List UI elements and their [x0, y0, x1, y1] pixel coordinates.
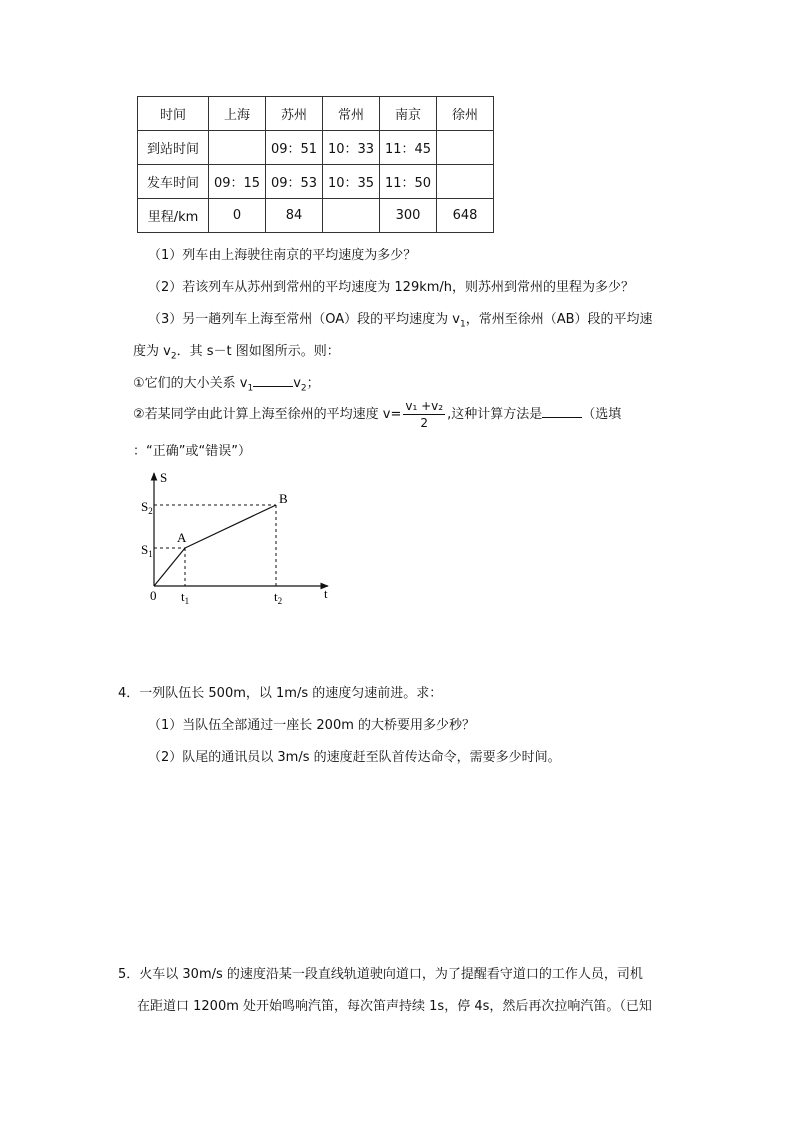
- table-cell: [209, 131, 266, 165]
- s-t-graph: [130, 465, 350, 615]
- table-row: [138, 199, 494, 233]
- q3-item1-v: v: [293, 376, 301, 391]
- q3-item2-line2: ：“正确”或“错误”）: [133, 444, 251, 459]
- q3-sub3-line2-a: 度为 v: [133, 344, 171, 359]
- q4-sub1: （1）当队伍全部通过一座长 200m 的大桥要用多少秒？: [148, 718, 476, 733]
- s1-main: S: [141, 542, 149, 557]
- q3-sub3-line1: [148, 308, 653, 330]
- point-a-label: A: [177, 530, 187, 545]
- segment-ab: [185, 505, 276, 548]
- fraction-numerator: v₁ +v₂: [405, 399, 444, 413]
- q3-item2-a: ②若某同学由此计算上海至徐州的平均速度 v=: [133, 407, 402, 422]
- point-b-label: B: [279, 491, 288, 506]
- timetable: [137, 96, 494, 233]
- t1-label: [181, 589, 189, 606]
- origin-label: 0: [150, 588, 157, 603]
- table-cell: 10：33: [323, 131, 380, 165]
- x-axis-label: t: [324, 586, 328, 601]
- q3-item1-a: ①它们的大小关系 v: [133, 376, 248, 391]
- table-cell: 11：45: [380, 131, 437, 165]
- fraction-denominator: 2: [420, 416, 429, 430]
- table-cell: 苏州: [266, 97, 323, 131]
- q3-sub1: （1）列车由上海驶往南京的平均速度为多少？: [148, 248, 417, 263]
- q4-stem: 4．一列队伍长 500m，以 1m/s 的速度匀速前进。求：: [118, 686, 443, 701]
- table-row: [138, 97, 494, 131]
- q3-item1-c: ；: [306, 376, 320, 391]
- q3-item1-sub2: 2: [300, 383, 307, 394]
- s1-sub: 1: [148, 549, 153, 559]
- q3-item2: [133, 398, 621, 431]
- table-cell: 常州: [323, 97, 380, 131]
- table-cell: 10：35: [323, 165, 380, 199]
- table-cell: 徐州: [437, 97, 494, 131]
- s2-label: [141, 499, 153, 516]
- q4-sub2: （2）队尾的通讯员以 3m/s 的速度赶至队首传达命令，需要多少时间。: [148, 750, 561, 765]
- table-cell: 84: [266, 199, 323, 233]
- t2-label: [274, 589, 282, 606]
- q3-sub3-sub-1: 1: [460, 319, 466, 330]
- table-cell: 上海: [209, 97, 266, 131]
- table-cell: 11：50: [380, 165, 437, 199]
- q3-item1: [133, 372, 320, 394]
- segment-oa: [154, 548, 185, 586]
- table-row: [138, 165, 494, 199]
- q3-sub2: （2）若该列车从苏州到常州的平均速度为 129km/h，则苏州到常州的里程为多少？: [148, 280, 635, 295]
- table-cell: 发车时间: [138, 165, 209, 199]
- t2-sub: 2: [277, 596, 283, 606]
- t1-main: t: [181, 589, 185, 604]
- answer-blank-2[interactable]: [542, 405, 582, 418]
- table-cell: 09：15: [209, 165, 266, 199]
- q3-sub3-line2-sub: 2: [170, 351, 177, 362]
- s2-main: S: [141, 499, 149, 514]
- table-cell: 南京: [380, 97, 437, 131]
- table-cell: 09：53: [266, 165, 323, 199]
- table-cell: 到站时间: [138, 131, 209, 165]
- table-cell: 里程/km: [138, 199, 209, 233]
- q3-sub3-text-b: ，常州至徐州（AB）段的平均速: [465, 312, 653, 327]
- formula-fraction: [403, 398, 445, 431]
- q3-item2-c: （选填: [582, 407, 622, 422]
- q5-line2: 在距道口 1200m 处开始鸣响汽笛，每次笛声持续 1s，停 4s，然后再次拉响汽笛。（已知: [137, 999, 652, 1014]
- table-cell: 时间: [138, 97, 209, 131]
- q3-item1-sub1: 1: [247, 383, 254, 394]
- q3-item2-b: ,这种计算方法是: [447, 407, 543, 422]
- t1-sub: 1: [184, 596, 190, 606]
- table-cell: [437, 165, 494, 199]
- table-cell: 09：51: [266, 131, 323, 165]
- y-axis-label: S: [160, 470, 168, 485]
- table-cell: 300: [380, 199, 437, 233]
- table-row: [138, 131, 494, 165]
- answer-blank-1[interactable]: [253, 374, 293, 387]
- table-cell: 648: [437, 199, 494, 233]
- s1-label: [141, 542, 153, 559]
- q3-sub3-text-a: （3）另一趟列车上海至常州（OA）段的平均速度为 v: [148, 312, 460, 327]
- q3-sub3-line2: [133, 340, 340, 362]
- q3-sub3-line2-b: ．其 s－t 图如图所示。则：: [176, 344, 340, 359]
- table-cell: [323, 199, 380, 233]
- table-cell: [437, 131, 494, 165]
- s2-sub: 2: [148, 506, 153, 516]
- table-cell: 0: [209, 199, 266, 233]
- t2-main: t: [274, 589, 278, 604]
- q5-line1: 5．火车以 30m/s 的速度沿某一段直线轨道驶向道口，为了提醒看守道口的工作人员，司机: [118, 967, 643, 982]
